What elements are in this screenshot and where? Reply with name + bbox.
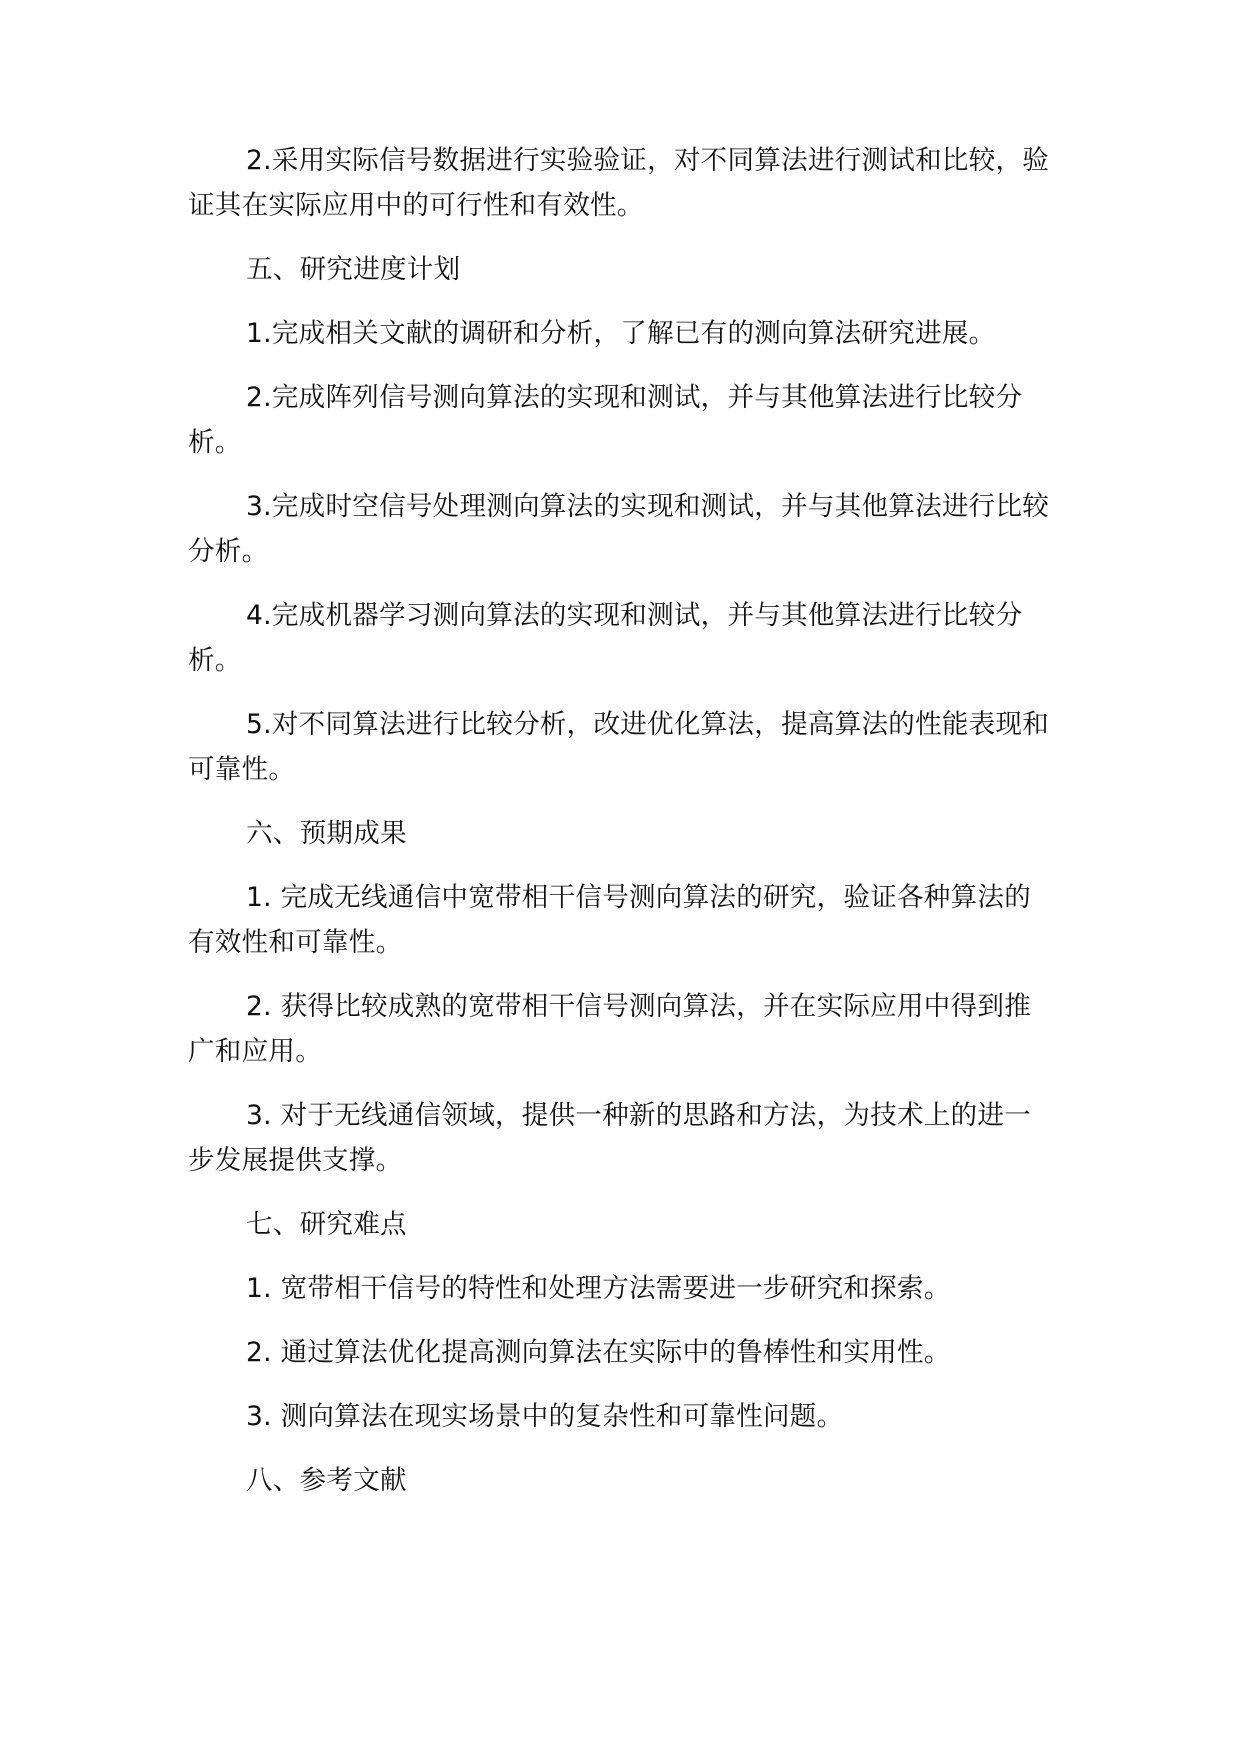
paragraph-result-item-3: 3. 对于无线通信领域，提供一种新的思路和方法，为技术上的进一步发展提供支撑。 [188, 1100, 1032, 1176]
section-heading-progress-plan: 五、研究进度计划 [246, 254, 461, 285]
paragraph-difficulty-item-1: 1. 宽带相干信号的特性和处理方法需要进一步研究和探索。 [246, 1273, 951, 1304]
paragraph-plan-item-5: 5.对不同算法进行比较分析，改进优化算法，提高算法的性能表现和可靠性。 [188, 709, 1050, 785]
paragraph-result-item-2: 2. 获得比较成熟的宽带相干信号测向算法，并在实际应用中得到推广和应用。 [188, 991, 1032, 1067]
section-heading-references: 八、参考文献 [246, 1465, 407, 1496]
paragraph-difficulty-item-3: 3. 测向算法在现实场景中的复杂性和可靠性问题。 [246, 1401, 844, 1432]
section-heading-difficulties: 七、研究难点 [246, 1209, 407, 1240]
paragraph-result-item-1: 1. 完成无线通信中宽带相干信号测向算法的研究，验证各种算法的有效性和可靠性。 [188, 882, 1032, 958]
paragraph-experiment-validation: 2.采用实际信号数据进行实验验证，对不同算法进行测试和比较，验证其在实际应用中的可行性和有效性。 [188, 145, 1050, 221]
section-heading-expected-results: 六、预期成果 [246, 818, 407, 849]
document-page [188, 138, 1050, 1522]
paragraph-plan-item-3: 3.完成时空信号处理测向算法的实现和测试，并与其他算法进行比较分析。 [188, 491, 1050, 567]
paragraph-difficulty-item-2: 2. 通过算法优化提高测向算法在实际中的鲁棒性和实用性。 [246, 1337, 951, 1368]
paragraph-plan-item-2: 2.完成阵列信号测向算法的实现和测试，并与其他算法进行比较分析。 [188, 382, 1023, 458]
paragraph-plan-item-1: 1.完成相关文献的调研和分析，了解已有的测向算法研究进展。 [246, 318, 996, 349]
paragraph-plan-item-4: 4.完成机器学习测向算法的实现和测试，并与其他算法进行比较分析。 [188, 600, 1023, 676]
